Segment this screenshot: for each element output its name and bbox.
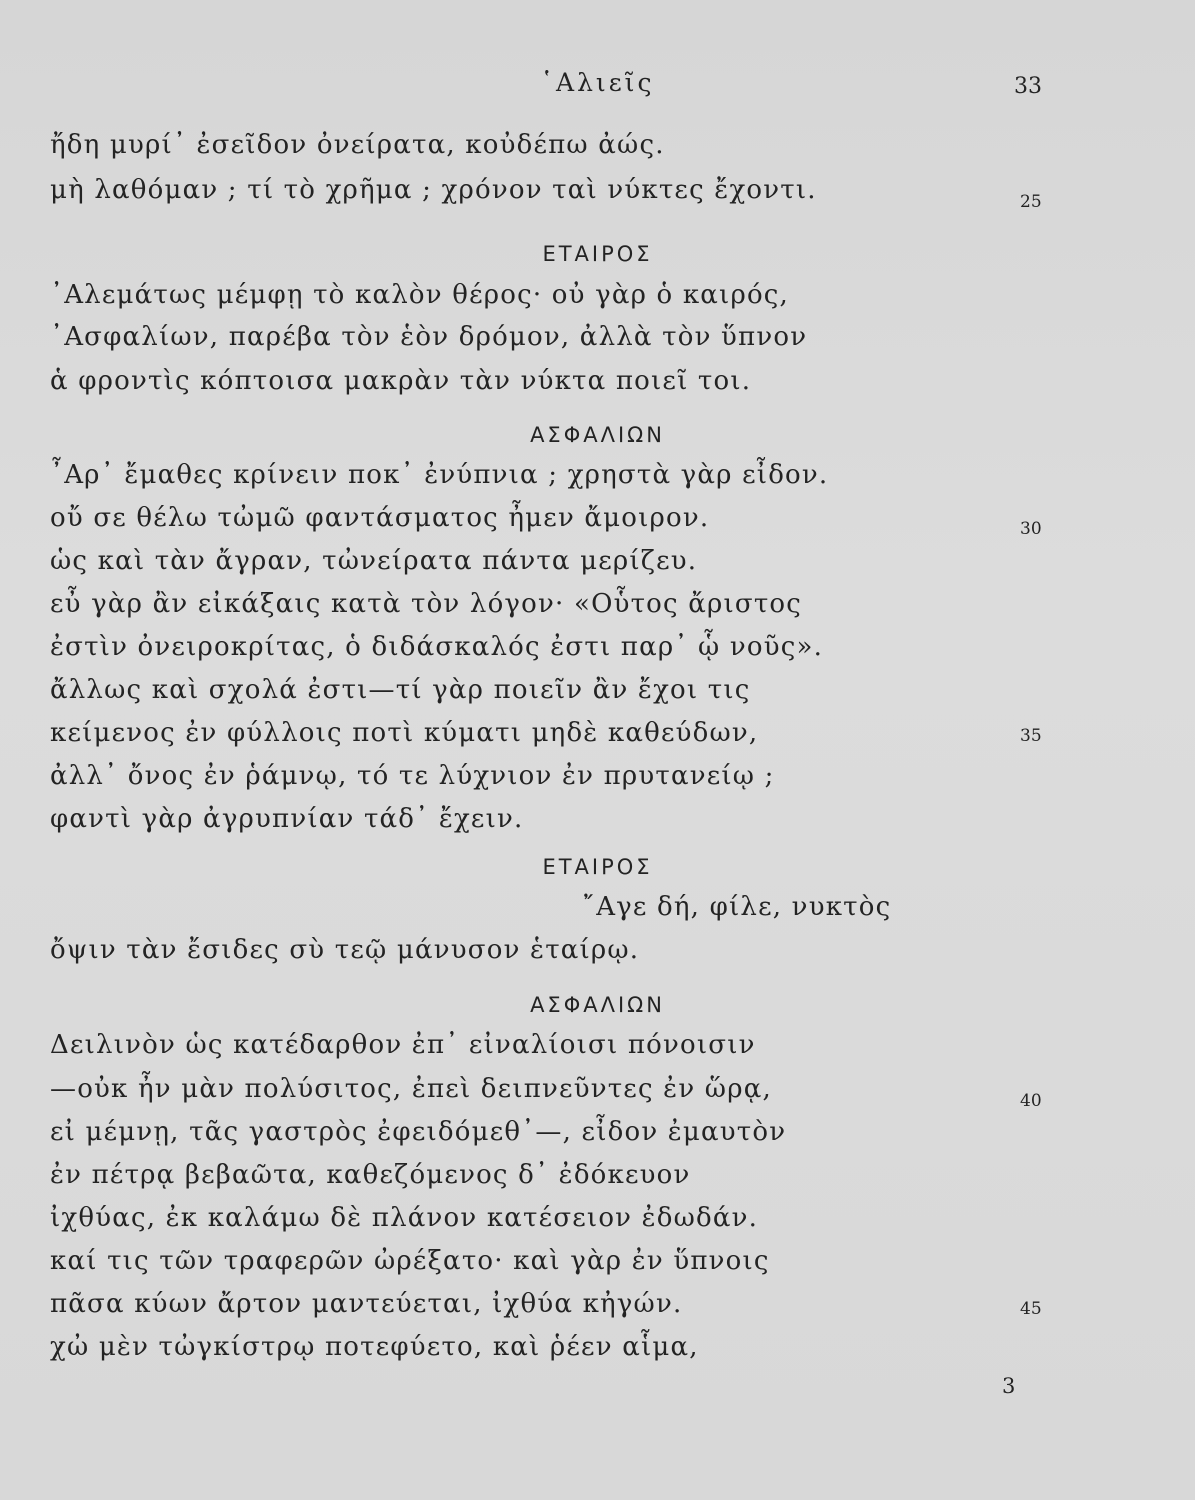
line-number: 45 [1020,1299,1042,1319]
verse-line: οὔ σε θέλω τὠμῶ φαντάσματος ἦμεν ἄμοιρον. [50,503,710,533]
verse-line: κείμενος ἐν φύλλοις ποτὶ κύματι μηδὲ καθεύδων, [50,718,759,748]
verse-line: ὄψιν τὰν ἔσιδες σὺ τεῷ μάνυσον ἑταίρῳ. [50,935,640,965]
verse-line: χὠ μὲν τὠγκίστρῳ ποτεφύετο, καὶ ῥέεν αἷμα, [50,1332,699,1362]
verse-line: ᾽Αλεμάτως μέμφῃ τὸ καλὸν θέρος· οὐ γὰρ ὁ καιρός, [50,280,790,310]
signature-mark: 3 [1002,1374,1016,1398]
verse-line: εὖ γὰρ ἂν εἰκάξαις κατὰ τὸν λόγον· «Οὗτος ἄριστος [50,589,803,619]
line-number: 25 [1020,192,1042,212]
verse-line: ὡς καὶ τὰν ἄγραν, τὠνείρατα πάντα μερίζευ. [50,546,698,576]
verse-line: καί τις τῶν τραφερῶν ὠρέξατο· καὶ γὰρ ἐν ὕπνοις [50,1246,770,1276]
verse-line: ᾽Ασφαλίων, παρέβα τὸν ἑὸν δρόμον, ἀλλὰ τὸν ὕπνον [50,322,808,352]
page-number: 33 [1014,74,1042,99]
speaker-label: ΑΣΦΑΛΙΩΝ [530,993,665,1017]
verse-line: ἐν πέτρᾳ βεβαῶτα, καθεζόμενος δ᾽ ἐδόκευον [50,1160,691,1190]
line-number: 30 [1020,519,1042,539]
verse-line: ἐστὶν ὀνειροκρίτας, ὁ διδάσκαλός ἐστι παρ᾽ ᾧ νοῦς». [50,632,824,662]
verse-line: εἰ μέμνῃ, τᾶς γαστρὸς ἐφειδόμεθ᾽—, εἶδον ἐμαυτὸν [50,1117,787,1147]
verse-line: —οὐκ ἦν μὰν πολύσιτος, ἐπεὶ δειπνεῦντες ἐν ὥρᾳ, [50,1074,772,1104]
speaker-label: ΕΤΑΙΡΟΣ [542,242,653,266]
verse-line: ἄλλως καὶ σχολά ἐστι—τί γὰρ ποιεῖν ἂν ἔχοι τις [50,675,751,705]
running-title: ῾Αλιεῖς [540,68,655,97]
line-number: 40 [1020,1091,1042,1111]
verse-line: ἀλλ᾽ ὄνος ἐν ῥάμνῳ, τό τε λύχνιον ἐν πρυτανείῳ ; [50,761,775,791]
verse-line: φαντὶ γὰρ ἀγρυπνίαν τάδ᾽ ἔχειν. [50,804,524,834]
line-number: 35 [1020,726,1042,746]
verse-line: Δειλινὸν ὡς κατέδαρθον ἐπ᾽ εἰναλίοισι πόνοισιν [50,1030,756,1060]
verse-line: πᾶσα κύων ἄρτον μαντεύεται, ἰχθύα κἠγών. [50,1289,683,1319]
verse-line: μὴ λαθόμαν ; τί τὸ χρῆμα ; χρόνον ταὶ νύκτες ἔχοντι. [50,175,817,205]
speaker-label: ΑΣΦΑΛΙΩΝ [530,423,665,447]
verse-line: ῏Αρ᾽ ἔμαθες κρίνειν ποκ᾽ ἐνύπνια ; χρηστὰ γὰρ εἶδον. [50,460,829,490]
verse-line: ἁ φροντὶς κόπτοισα μακρὰν τὰν νύκτα ποιεῖ τοι. [50,366,752,396]
verse-line: ἤδη μυρί᾽ ἐσεῖδον ὀνείρατα, κοὐδέπω ἀώς. [50,130,665,160]
verse-line: ἰχθύας, ἐκ καλάμω δὲ πλάνον κατέσειον ἐδωδάν. [50,1203,759,1233]
speaker-label: ΕΤΑΙΡΟΣ [542,855,653,879]
verse-line: ῎Αγε δή, φίλε, νυκτὸς [582,892,892,922]
